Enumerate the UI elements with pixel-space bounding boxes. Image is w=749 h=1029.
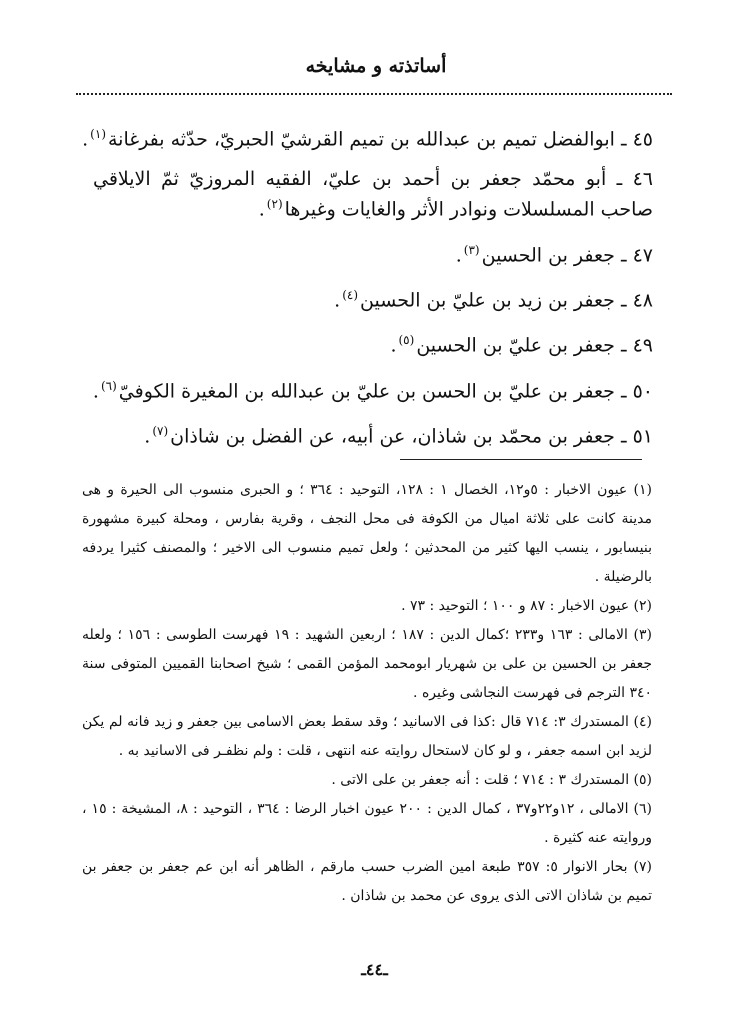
footnote: (٤) المستدرك ٣: ٧١٤ قال :كذا فى الاسانيد ؛ وقد سقط بعض الاسامى بين جعفر و زيد فانه لم يكن لزيد ابن اسمه جعفر ، و لو كان لاستحال روايته عنه انتهى ، قلت : ولم نظفـر فى الاسانيد به . [82, 714, 652, 759]
footnote-divider [400, 459, 642, 460]
teachers-list [82, 122, 653, 464]
footnotes [82, 476, 652, 911]
footnote: (٢) عيون الاخبار : ٨٧ و ١٠٠ ؛ التوحيد : ٧٣ . [401, 598, 652, 614]
footnote-ref: (٣) [463, 242, 480, 257]
list-item: ٤٦ ـ أبو محمّد جعفر بن أحمد بن عليّ، الفقيه المروزيّ ثمّ الايلاقي صاحب المسلسلات ونوادر الأثر والغايات وغيرها$^{(٢)}$. [93, 168, 653, 221]
running-header: أساتذته و مشايخه [305, 55, 447, 77]
footnote-ref: (٥) [398, 333, 415, 348]
footnote: (٦) الامالى ، ١٢و٢٢و٣٧ ، كمال الدين : ٢٠٠ عيون اخبار الرضا : ٣٦٤ ، التوحيد : ٨، المشيخة : ١٥ ، وروايته عنه كثيرة . [82, 801, 652, 846]
footnote-ref: (١) [90, 127, 106, 141]
page-number: ـ٤٤ـ [361, 960, 388, 979]
list-item: ٥٠ ـ جعفر بن عليّ بن الحسن بن عليّ بن عبدالله بن المغيرة الكوفيّ$^{(٦)}$. [92, 378, 653, 402]
footnote-ref: (٦) [100, 378, 117, 393]
footnote-ref: (٤) [342, 287, 359, 302]
list-item: ٤٩ ـ جعفر بن عليّ بن الحسين$^{(٥)}$. [390, 333, 653, 357]
footnote: (٧) بحار الانوار ٥: ٣٥٧ طبعة امين الضرب حسب مارقم ، الظاهر أنه ابن عم جعفر بن جعفر بن تميم بن شاذان الاتى الذى يروى عن محمد بن شاذان . [82, 859, 652, 904]
footnote-ref: (٢) [266, 197, 283, 212]
footnote: (٥) المستدرك ٣ : ٧١٤ ؛ قلت : أنه جعفر بن على الاتى . [331, 772, 652, 788]
footnote-ref: (٧) [152, 423, 169, 438]
footnote: (١) عيون الاخبار : ٥و١٢، الخصال ١ : ١٢٨، التوحيد : ٣٦٤ ؛ و الحبرى منسوب الى الحيرة و هى مدينة كانت على ثلاثة اميال من الكوفة فى محل النجف ، وقرية بفارس ، ومحلة كبيرة مشهورة بنيسابور ، ينسب اليها كثير من المحدثين ؛ ولعل تميم منسوب الى الاخير ؛ والمصنف كثيرا يردفه بالرضيلة . [82, 482, 652, 585]
footnote: (٣) الامالى : ١٦٣ و٢٣٣ ؛كمال الدين : ١٨٧ ؛ اربعين الشهيد : ١٩ فهرست الطوسى : ١٥٦ ؛ ولعله جعفر بن الحسين بن على بن شهريار ابومحمد المؤمن القمى ؛ شيخ اصحابنا القميين المتوفى سنة ٣٤٠ الترجم فى فهرست النجاشى وغيره . [82, 627, 653, 701]
list-item: ٤٥ ـ ابوالفضل تميم بن عبدالله بن تميم القرشيّ الحبريّ، حدّثه بفرغانة$^{(١)}$. [82, 127, 653, 151]
list-item: ٤٨ ـ جعفر بن زيد بن عليّ بن الحسين$^{(٤)}$. [334, 287, 653, 312]
list-item: ٥١ ـ جعفر بن محمّد بن شاذان، عن أبيه، عن الفضل بن شاذان$^{(٧)}$. [144, 423, 653, 448]
list-item: ٤٧ ـ جعفر بن الحسين$^{(٣)}$. [455, 242, 653, 266]
header-divider [76, 93, 672, 95]
